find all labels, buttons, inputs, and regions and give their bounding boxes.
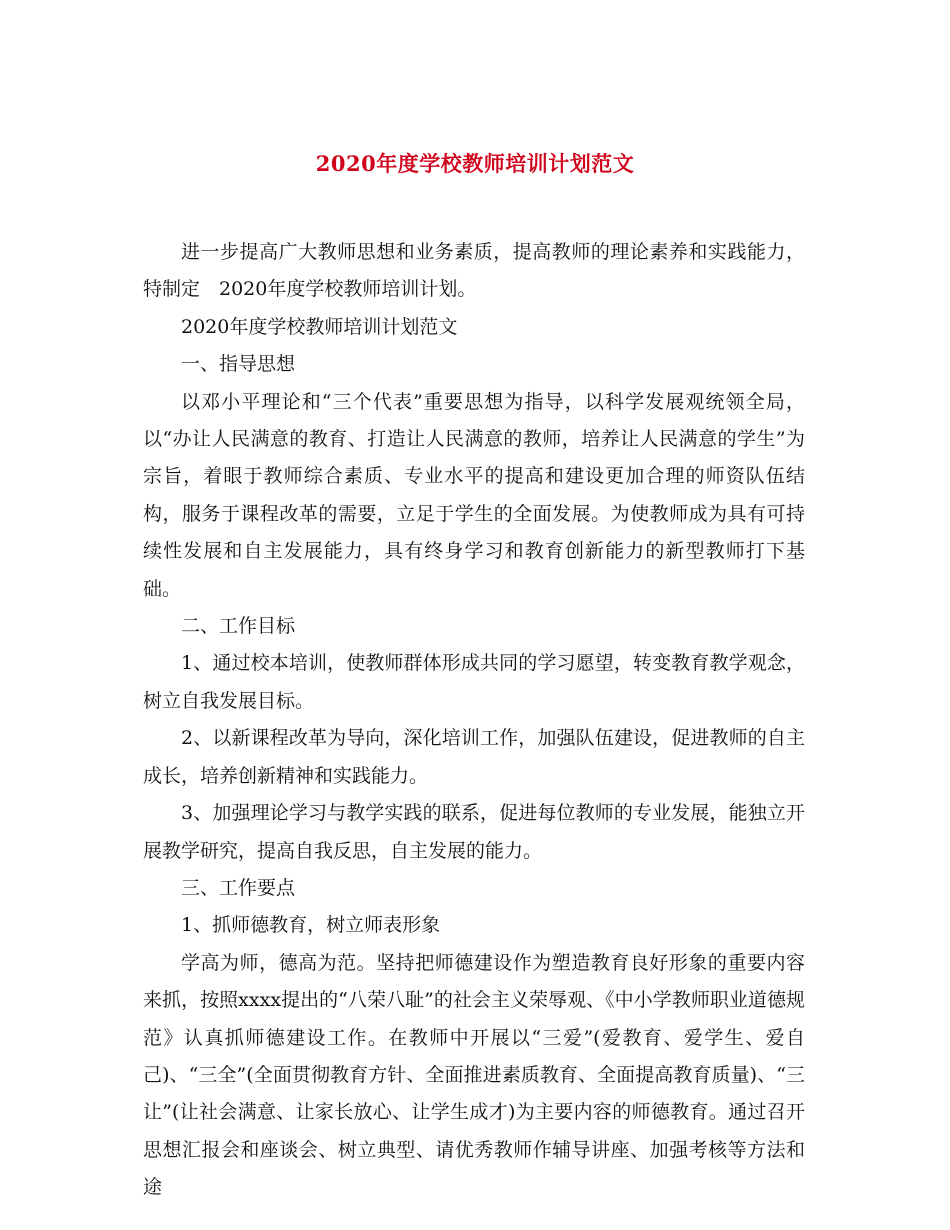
document-body xyxy=(143,234,805,1207)
section-heading-2: 二、工作目标 xyxy=(181,615,296,638)
intro-paragraph: 进一步提高广大教师思想和业务素质，提高教师的理论素养和实践能力，特制定 2020年度学校教师培训计划。 xyxy=(143,241,805,301)
subtitle-paragraph: 2020年度学校教师培训计划范文 xyxy=(181,315,458,338)
goal-item-2: 2、以新课程改革为导向，深化培训工作，加强队伍建设，促进教师的自主成长，培养创新精神和实践能力。 xyxy=(143,727,805,787)
section-heading-1: 一、指导思想 xyxy=(181,353,296,376)
guiding-ideology-paragraph: 以邓小平理论和“三个代表”重要思想为指导，以科学发展观统领全局，以“办让人民满意的教育、打造让人民满意的教师，培养让人民满意的学生”为宗旨，着眼于教师综合素质、专业水平的提高和建设更加合理的师资队伍结构，服务于课程改革的需要，立足于学生的全面发展。为使教师成为具有可持续性发展和自主发展能力，具有终身学习和教育创新能力的新型教师打下基础。 xyxy=(143,390,805,600)
section-heading-3: 三、工作要点 xyxy=(181,876,296,899)
goal-item-3: 3、加强理论学习与教学实践的联系，促进每位教师的专业发展，能独立开展教学研究，提高自我反思，自主发展的能力。 xyxy=(143,802,805,862)
key-point-heading-1: 1、抓师德教育，树立师表形象 xyxy=(181,914,441,937)
ethics-paragraph: 学高为师，德高为范。坚持把师德建设作为塑造教育良好形象的重要内容来抓，按照xxxx提出的“八荣八耻”的社会主义荣辱观、《中小学教师职业道德规范》认真抓师德建设工作。在教师中开展以“三爱”(爱教育、爱学生、爱自己)、“三全”(全面贯彻教育方针、全面推进素质教育、全面提高教育质量)、“三让”(让社会满意、让家长放心、让学生成才)为主要内容的师德教育。通过召开思想汇报会和座谈会、树立典型、请优秀教师作辅导讲座、加强考核等方法和途 xyxy=(143,951,805,1199)
document-title: 2020年度学校教师培训计划范文 xyxy=(315,151,635,176)
goal-item-1: 1、通过校本培训，使教师群体形成共同的学习愿望，转变教育教学观念，树立自我发展目标。 xyxy=(143,652,805,712)
